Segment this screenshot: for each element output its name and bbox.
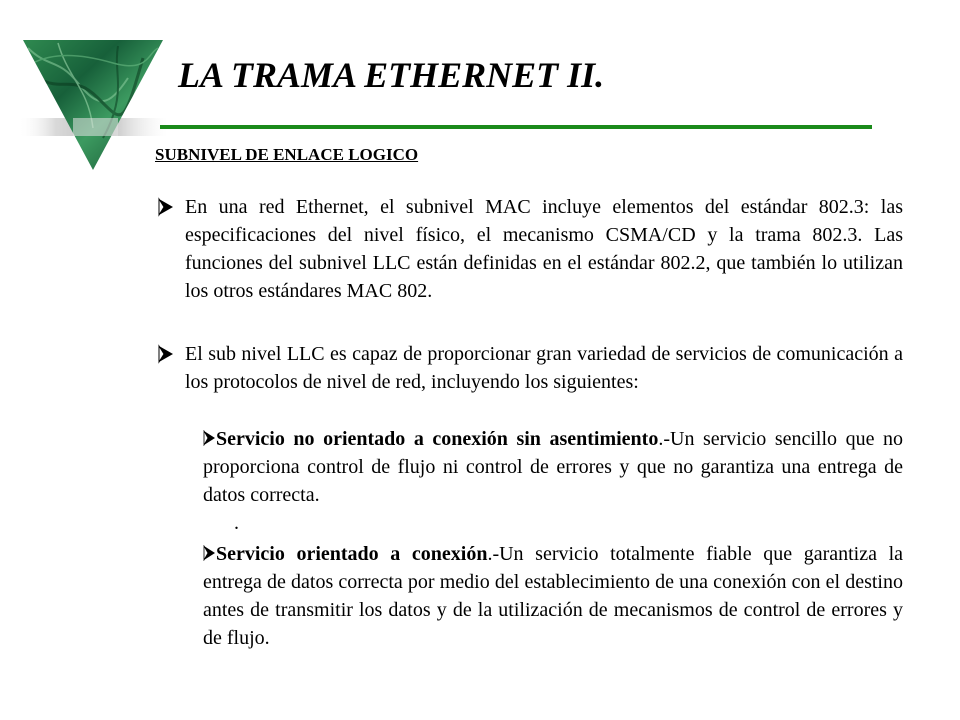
- arrow-bullet-icon: [156, 344, 176, 364]
- green-marble-triangle-icon: [18, 38, 168, 173]
- sub-bullet-text: .-Un servicio sencillo que no proporciona control de flujo ni control de errores y que no garantiza una entrega de datos correcta.: [203, 428, 903, 506]
- bullet-item: [185, 340, 903, 396]
- bullet-item: [185, 193, 903, 305]
- bullet-text: En una red Ethernet, el subnivel MAC incluye elementos del estándar 802.3: las especificaciones del nivel físico, el mecanismo CSMA/CD y la trama 802.3. Las funciones del subnivel LLC están definidas en el estándar 802.2, que también lo utilizan los otros estándares MAC 802.: [185, 196, 903, 302]
- page-title: LA TRAMA ETHERNET II.: [178, 55, 605, 95]
- sub-bullet-item: [203, 425, 903, 509]
- section-subtitle: SUBNIVEL DE ENLACE LOGICO: [155, 145, 419, 164]
- sub-bullet-item: [203, 540, 903, 652]
- arrow-bullet-icon: [203, 545, 216, 561]
- sub-bullet-term: Servicio orientado a conexión: [216, 543, 488, 565]
- bullet-text: El sub nivel LLC es capaz de proporcionar gran variedad de servicios de comunicación a los protocolos de nivel de red, incluyendo los siguientes:: [185, 343, 903, 393]
- separator-dot: .: [234, 512, 239, 534]
- title-divider: [160, 125, 872, 129]
- arrow-bullet-icon: [156, 197, 176, 217]
- arrow-bullet-icon: [203, 430, 216, 446]
- sub-bullet-text: .-Un servicio totalmente fiable que garantiza la entrega de datos correcta por medio del establecimiento de una conexión con el destino antes de transmitir los datos y de la utilización de mecanismos de control de errores y de flujo.: [203, 543, 904, 649]
- sub-bullet-term: Servicio no orientado a conexión sin asentimiento: [216, 428, 659, 450]
